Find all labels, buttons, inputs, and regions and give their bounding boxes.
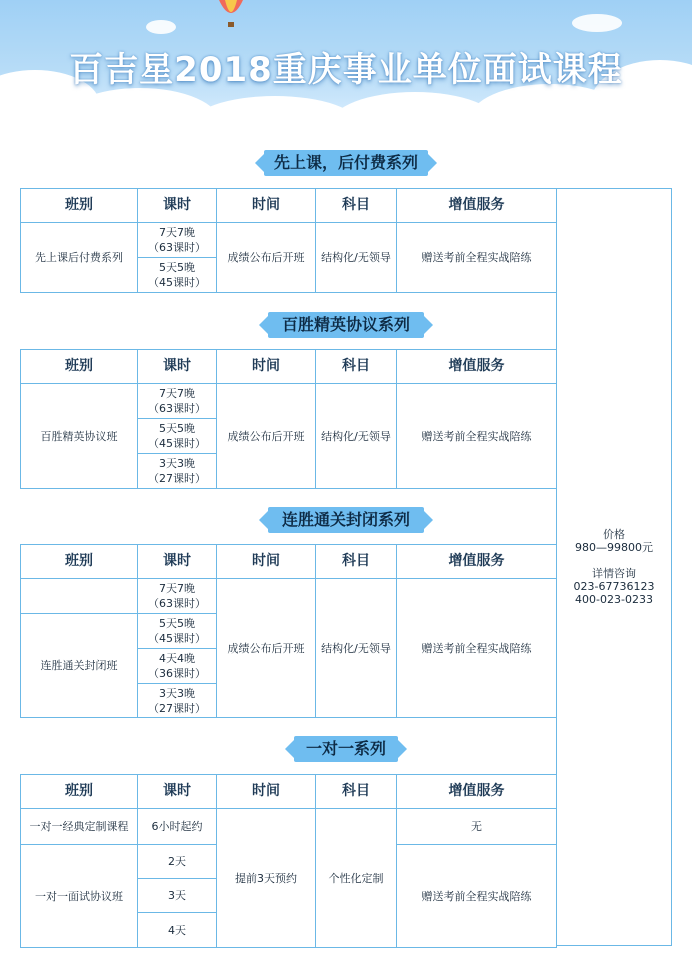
class-name-cell: 百胜精英协议班 xyxy=(20,383,138,489)
header-banner xyxy=(0,0,692,128)
section-banner: 百胜精英协议系列 xyxy=(268,312,424,338)
service-cell: 赠送考前全程实战陪练 xyxy=(396,222,557,293)
class-name-cell: 连胜通关封闭班 xyxy=(20,613,138,718)
header-hours: 课时 xyxy=(137,188,217,223)
class-name-cell-empty xyxy=(20,578,138,614)
subject-cell: 结构化/无领导 xyxy=(315,383,397,489)
header-class: 班别 xyxy=(20,349,138,384)
service-cell: 赠送考前全程实战陪练 xyxy=(396,578,557,718)
service-cell: 无 xyxy=(396,808,557,845)
hot-air-balloon-icon xyxy=(213,0,249,28)
price-value: 980—99800元 xyxy=(575,541,653,554)
hours-cell: 3天 xyxy=(137,878,217,913)
class-name-cell: 一对一经典定制课程 xyxy=(20,808,138,845)
service-cell: 赠送考前全程实战陪练 xyxy=(396,383,557,489)
hours-cell: 2天 xyxy=(137,844,217,879)
hours-cell: 7天7晚 （63课时） xyxy=(137,222,217,258)
header-service: 增值服务 xyxy=(396,349,557,384)
section-banner: 一对一系列 xyxy=(294,736,398,762)
header-class: 班别 xyxy=(20,774,138,809)
hours-cell: 7天7晚 （63课时） xyxy=(137,383,217,419)
cloud xyxy=(146,20,176,34)
hours-cell: 4天 xyxy=(137,912,217,948)
subject-cell: 结构化/无领导 xyxy=(315,578,397,718)
phone-number: 023-67736123 xyxy=(573,580,655,593)
phone-number: 400-023-0233 xyxy=(575,593,653,606)
hours-cell: 5天5晚 （45课时） xyxy=(137,257,217,293)
header-time: 时间 xyxy=(216,544,316,579)
header-service: 增值服务 xyxy=(396,188,557,223)
time-cell: 提前3天预约 xyxy=(216,808,316,948)
header-hours: 课时 xyxy=(137,544,217,579)
class-name-cell: 先上课后付费系列 xyxy=(20,222,138,293)
time-cell: 成绩公布后开班 xyxy=(216,383,316,489)
header-time: 时间 xyxy=(216,774,316,809)
header-class: 班别 xyxy=(20,544,138,579)
price-contact-column xyxy=(556,188,672,946)
hours-cell: 3天3晚 （27课时） xyxy=(137,683,217,718)
price-label: 价格 xyxy=(603,528,625,541)
header-hours: 课时 xyxy=(137,774,217,809)
header-service: 增值服务 xyxy=(396,544,557,579)
header-subject: 科目 xyxy=(315,349,397,384)
hours-cell: 7天7晚 （63课时） xyxy=(137,578,217,614)
hours-cell: 4天4晚 （36课时） xyxy=(137,648,217,684)
header-subject: 科目 xyxy=(315,774,397,809)
time-cell: 成绩公布后开班 xyxy=(216,222,316,293)
subject-cell: 个性化定制 xyxy=(315,808,397,948)
hours-cell: 5天5晚 （45课时） xyxy=(137,418,217,454)
header-subject: 科目 xyxy=(315,188,397,223)
header-subject: 科目 xyxy=(315,544,397,579)
header-hours: 课时 xyxy=(137,349,217,384)
class-name-cell: 一对一面试协议班 xyxy=(20,844,138,948)
section-banner: 连胜通关封闭系列 xyxy=(268,507,424,533)
hours-cell: 6小时起约 xyxy=(137,808,217,845)
header-time: 时间 xyxy=(216,188,316,223)
page-title: 百吉星2018重庆事业单位面试课程 xyxy=(69,50,623,90)
section-banner: 先上课，后付费系列 xyxy=(264,150,428,176)
header-class: 班别 xyxy=(20,188,138,223)
consult-label: 详情咨询 xyxy=(592,567,636,580)
time-cell: 成绩公布后开班 xyxy=(216,578,316,718)
service-cell: 赠送考前全程实战陪练 xyxy=(396,844,557,948)
header-time: 时间 xyxy=(216,349,316,384)
hours-cell: 3天3晚 （27课时） xyxy=(137,453,217,489)
subject-cell: 结构化/无领导 xyxy=(315,222,397,293)
hours-cell: 5天5晚 （45课时） xyxy=(137,613,217,649)
header-service: 增值服务 xyxy=(396,774,557,809)
cloud xyxy=(572,14,622,32)
